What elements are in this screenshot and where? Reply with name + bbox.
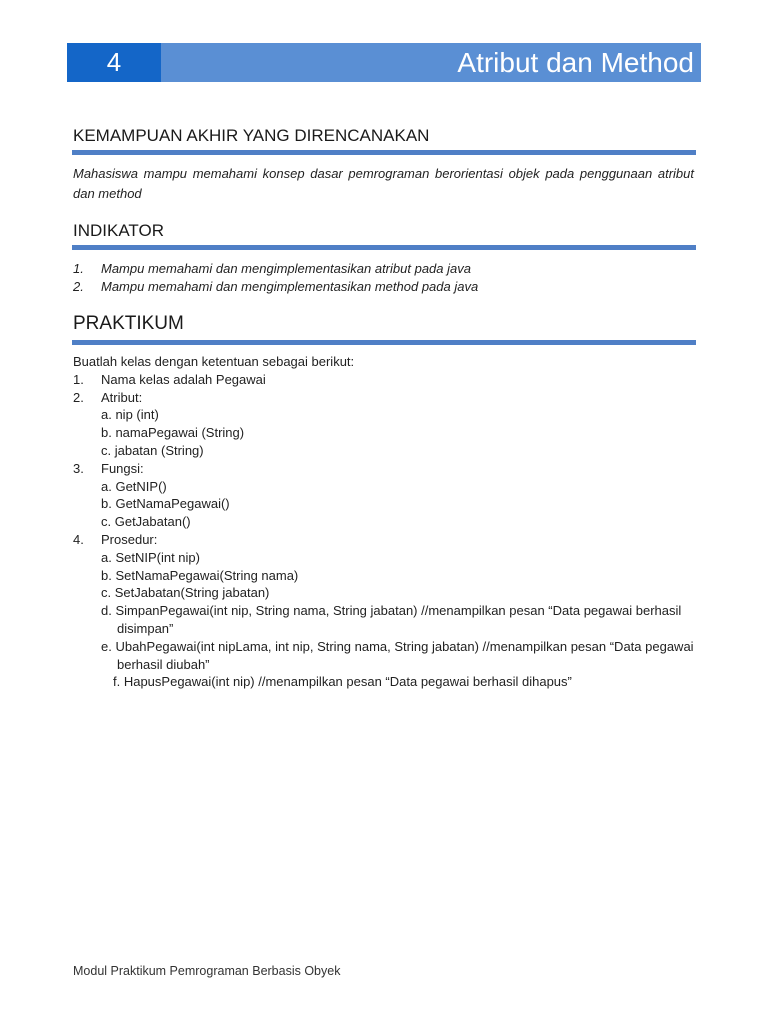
- chapter-title: Atribut dan Method: [161, 43, 701, 82]
- praktikum-intro: Buatlah kelas dengan ketentuan sebagai berikut:: [73, 354, 355, 369]
- praktikum-subitem: d. SimpanPegawai(int nip, String nama, String jabatan) //menampilkan pesan “Data pegawai berhasil disimpan”: [101, 603, 682, 636]
- praktikum-subitem: c. jabatan (String): [101, 442, 204, 458]
- praktikum-subitem: f. HapusPegawai(int nip) //menampilkan pesan “Data pegawai berhasil dihapus”: [113, 674, 572, 690]
- page-footer: Modul Praktikum Pemrograman Berbasis Obyek: [73, 964, 341, 978]
- praktikum-item: 4. Prosedur:: [73, 531, 158, 547]
- praktikum-subitem: e. UbahPegawai(int nipLama, int nip, String nama, String jabatan) //menampilkan pesan “Data pegawai berhasil diubah”: [101, 638, 694, 672]
- indikator-list: [73, 260, 694, 296]
- praktikum-subitem: a. nip (int): [101, 407, 159, 423]
- praktikum-subitem: a. SetNIP(int nip): [101, 549, 200, 565]
- chapter-banner: [67, 43, 701, 82]
- list-item: 2. Mampu memahami dan mengimplementasikan method pada java: [73, 279, 479, 294]
- chapter-number: 4: [67, 43, 161, 82]
- praktikum-item: 3. Fungsi:: [73, 460, 144, 476]
- section-heading-indikator: INDIKATOR: [73, 221, 164, 240]
- praktikum-subitem: a. GetNIP(): [101, 478, 167, 494]
- praktikum-subitem: b. GetNamaPegawai(): [101, 496, 230, 512]
- praktikum-subitem: c. GetJabatan(): [101, 514, 191, 530]
- kemampuan-text: Mahasiswa mampu memahami konsep dasar pemrograman berorientasi objek pada penggunaan atribut dan method: [73, 166, 694, 201]
- section-divider: [72, 340, 696, 345]
- list-item: 1. Mampu memahami dan mengimplementasikan atribut pada java: [73, 261, 471, 276]
- praktikum-item: 2. Atribut:: [73, 389, 143, 405]
- section-divider: [72, 245, 696, 250]
- praktikum-subitem: c. SetJabatan(String jabatan): [101, 585, 270, 601]
- praktikum-item: 1. Nama kelas adalah Pegawai: [73, 371, 266, 387]
- section-heading-kemampuan: KEMAMPUAN AKHIR YANG DIRENCANAKAN: [73, 126, 430, 145]
- praktikum-subitem: b. namaPegawai (String): [101, 425, 245, 441]
- section-divider: [72, 150, 696, 155]
- section-heading-praktikum: PRAKTIKUM: [73, 313, 184, 334]
- praktikum-content: [73, 353, 698, 691]
- praktikum-subitem: b. SetNamaPegawai(String nama): [101, 567, 299, 583]
